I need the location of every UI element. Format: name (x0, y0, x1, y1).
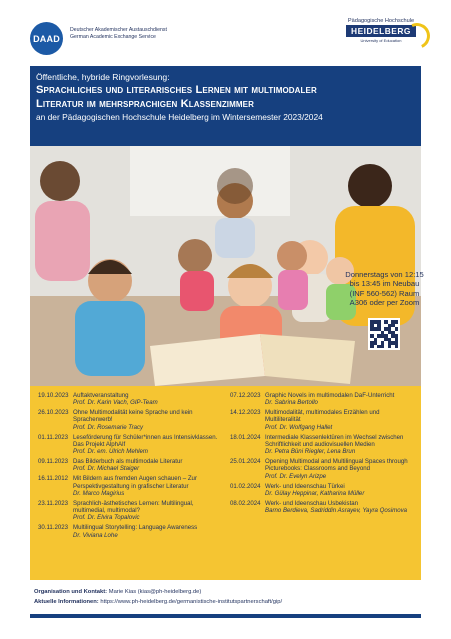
ph-logo-top: Pädagogische Hochschule (347, 18, 415, 24)
programme-body (73, 409, 223, 431)
programme-entry (38, 409, 223, 431)
schedule-note-line-2: bis 13:45 im Neubau (349, 279, 420, 289)
programme-date: 01.11.2023 (38, 433, 69, 441)
header-title (36, 83, 415, 111)
programme-body (265, 483, 415, 498)
ph-logo-name: HEIDELBERG (346, 25, 416, 37)
programme-date: 23.11.2023 (38, 499, 69, 507)
programme-body (73, 500, 223, 522)
daad-logo: DAAD (30, 22, 63, 55)
footer-contact-label: Organisation und Kontakt: (34, 589, 108, 595)
lecture-header (30, 66, 421, 146)
header-title-line-2: Literatur im mehrsprachigen Klassenzimmer (36, 98, 254, 110)
programme-entry (38, 524, 223, 539)
programme-title: Opening Multimodal and Multilingual Spaces through Picturebooks: Classrooms and Beyond (265, 458, 408, 473)
programme-speaker: Dr. Gülay Heppinar, Katharina Müller (265, 489, 365, 497)
bottom-bar (30, 614, 421, 618)
programme-speaker: Prof. Dr. Elvira Topalovic (73, 514, 140, 522)
programme-body (73, 434, 223, 456)
programme-entry (38, 458, 223, 473)
qr-code[interactable] (368, 318, 400, 350)
programme-entry (38, 475, 223, 497)
programme-body (73, 524, 223, 539)
programme-body (73, 392, 223, 407)
programme-body (265, 409, 415, 431)
schedule-note-line-1: Donnerstags von 12:15 (345, 270, 424, 279)
programme-column-right (230, 392, 415, 517)
programme-speaker: Dr. Viviana Lohe (73, 531, 118, 539)
programme-speaker: Dr. Petra Büni Riegler, Lena Brun (265, 448, 356, 456)
programme-entry (38, 392, 223, 407)
programme-date: 07.12.2023 (230, 392, 261, 399)
programme-speaker: Prof. Dr. Rosemarie Tracy (73, 423, 144, 431)
programme-body (265, 500, 415, 515)
ph-logo-sub: University of Education (360, 38, 402, 43)
qr-module (395, 345, 399, 349)
programme-date: 25.01.2024 (230, 458, 261, 466)
schedule-note-line-4: A306 oder per Zoom (349, 297, 420, 307)
programme-body (265, 392, 415, 407)
programme-date: 18.01.2024 (230, 433, 261, 441)
header-title-line-1: Sprachliches und literarisches Lernen mit multimodaler (36, 84, 317, 96)
footer-info (34, 598, 282, 608)
programme-speaker: Dr. Marco Magirius (73, 489, 125, 497)
programme-date: 09.11.2023 (38, 458, 69, 466)
footer-info-label: Aktuelle Informationen: (34, 598, 99, 605)
programme-entry (38, 434, 223, 456)
ph-heidelberg-logo (342, 18, 430, 50)
programme-date: 08.02.2024 (230, 499, 261, 507)
programme-speaker: Prof. Dr. em. Ulrich Mehlem (73, 448, 148, 456)
programme-entry (230, 409, 415, 431)
schedule-note-line-3: (INF 560-562) Raum (349, 288, 420, 298)
daad-wordmark (70, 27, 167, 41)
classroom-illustration (30, 146, 421, 386)
programme-entry (230, 392, 415, 407)
programme-title: Werk- und Ideenschau Türkei (265, 482, 345, 490)
daad-line-2: German Academic Exchange Service (70, 34, 156, 40)
footer-info-link[interactable]: https://www.ph-heidelberg.de/germanistische-institutspartnerschaft/gip/ (100, 598, 283, 605)
programme-body (73, 475, 223, 497)
programme-title: Werk- und Ideenschau Usbekistan (265, 499, 359, 507)
footer-contact-value[interactable]: Marie Kias (kias@ph-heidelberg.de) (108, 589, 202, 595)
programme-entry (230, 500, 415, 515)
programme-column-left (38, 392, 223, 542)
programme-title: Intermediale Klassenlektüren im Wechsel zwischen Schriftlichkeit und audiovisuellen Medien (265, 433, 404, 448)
programme-speaker: Barno Berdieva, Sadriddin Asrayev, Yayra Qosimova (265, 507, 408, 515)
programme-title: Auftaktveranstaltung (73, 392, 129, 399)
programme-date: 19.10.2023 (38, 392, 69, 399)
lecture-programme (30, 386, 421, 580)
programme-body (265, 434, 415, 456)
programme-entry (230, 458, 415, 480)
programme-title: Multilingual Storytelling: Language Awareness (73, 524, 198, 532)
programme-title: Das Bilderbuch als multimodale Literatur (73, 458, 183, 466)
programme-entry (230, 483, 415, 498)
header-pretitle: Öffentliche, hybride Ringvorlesung: (36, 72, 170, 82)
programme-body (73, 458, 223, 473)
programme-title: Graphic Novels im multimodalen DaF-Unterricht (265, 392, 395, 399)
programme-body (265, 458, 415, 480)
programme-entry (230, 434, 415, 456)
programme-title: Sprachlich-ästhetisches Lernen: Multilingual, multimedial, multimodal? (73, 499, 194, 515)
programme-speaker: Dr. Sabrina Bertollo (265, 399, 318, 407)
programme-speaker: Prof. Dr. Karin Vach, GIP-Team (73, 399, 158, 407)
programme-speaker: Prof. Dr. Evelyn Arizpe (265, 472, 327, 480)
programme-title: Mit Bildern aus fremden Augen schauen – Zur Perspektivgestaltung in grafischer Literatur (73, 475, 197, 490)
programme-date: 14.12.2023 (230, 409, 261, 417)
programme-title: Ohne Multimodalität keine Sprache und kein Spracherwerb! (73, 409, 193, 424)
schedule-note (343, 270, 426, 307)
programme-entry (38, 500, 223, 522)
programme-date: 26.10.2023 (38, 409, 69, 417)
programme-date: 01.02.2024 (230, 482, 261, 490)
footer (34, 588, 282, 607)
programme-date: 16.11.2012 (38, 475, 69, 483)
daad-line-1: Deutscher Akademischer Austauschdienst (70, 27, 167, 33)
qr-code-pattern (370, 320, 398, 348)
programme-title: Leseförderung für Schüler*innen aus Intensivklassen. Das Projekt AlphAlf (73, 433, 218, 448)
footer-contact (34, 588, 282, 598)
header-subtitle: an der Pädagogischen Hochschule Heidelberg im Wintersemester 2023/2024 (36, 112, 323, 122)
programme-title: Multimodalität, multimodales Erzählen und Multiliteralität (265, 409, 380, 424)
classroom-photo (30, 146, 421, 386)
programme-speaker: Prof. Dr. Michael Staiger (73, 465, 140, 473)
programme-date: 30.11.2023 (38, 524, 69, 532)
programme-speaker: Prof. Dr. Wolfgang Hallet (265, 423, 333, 431)
